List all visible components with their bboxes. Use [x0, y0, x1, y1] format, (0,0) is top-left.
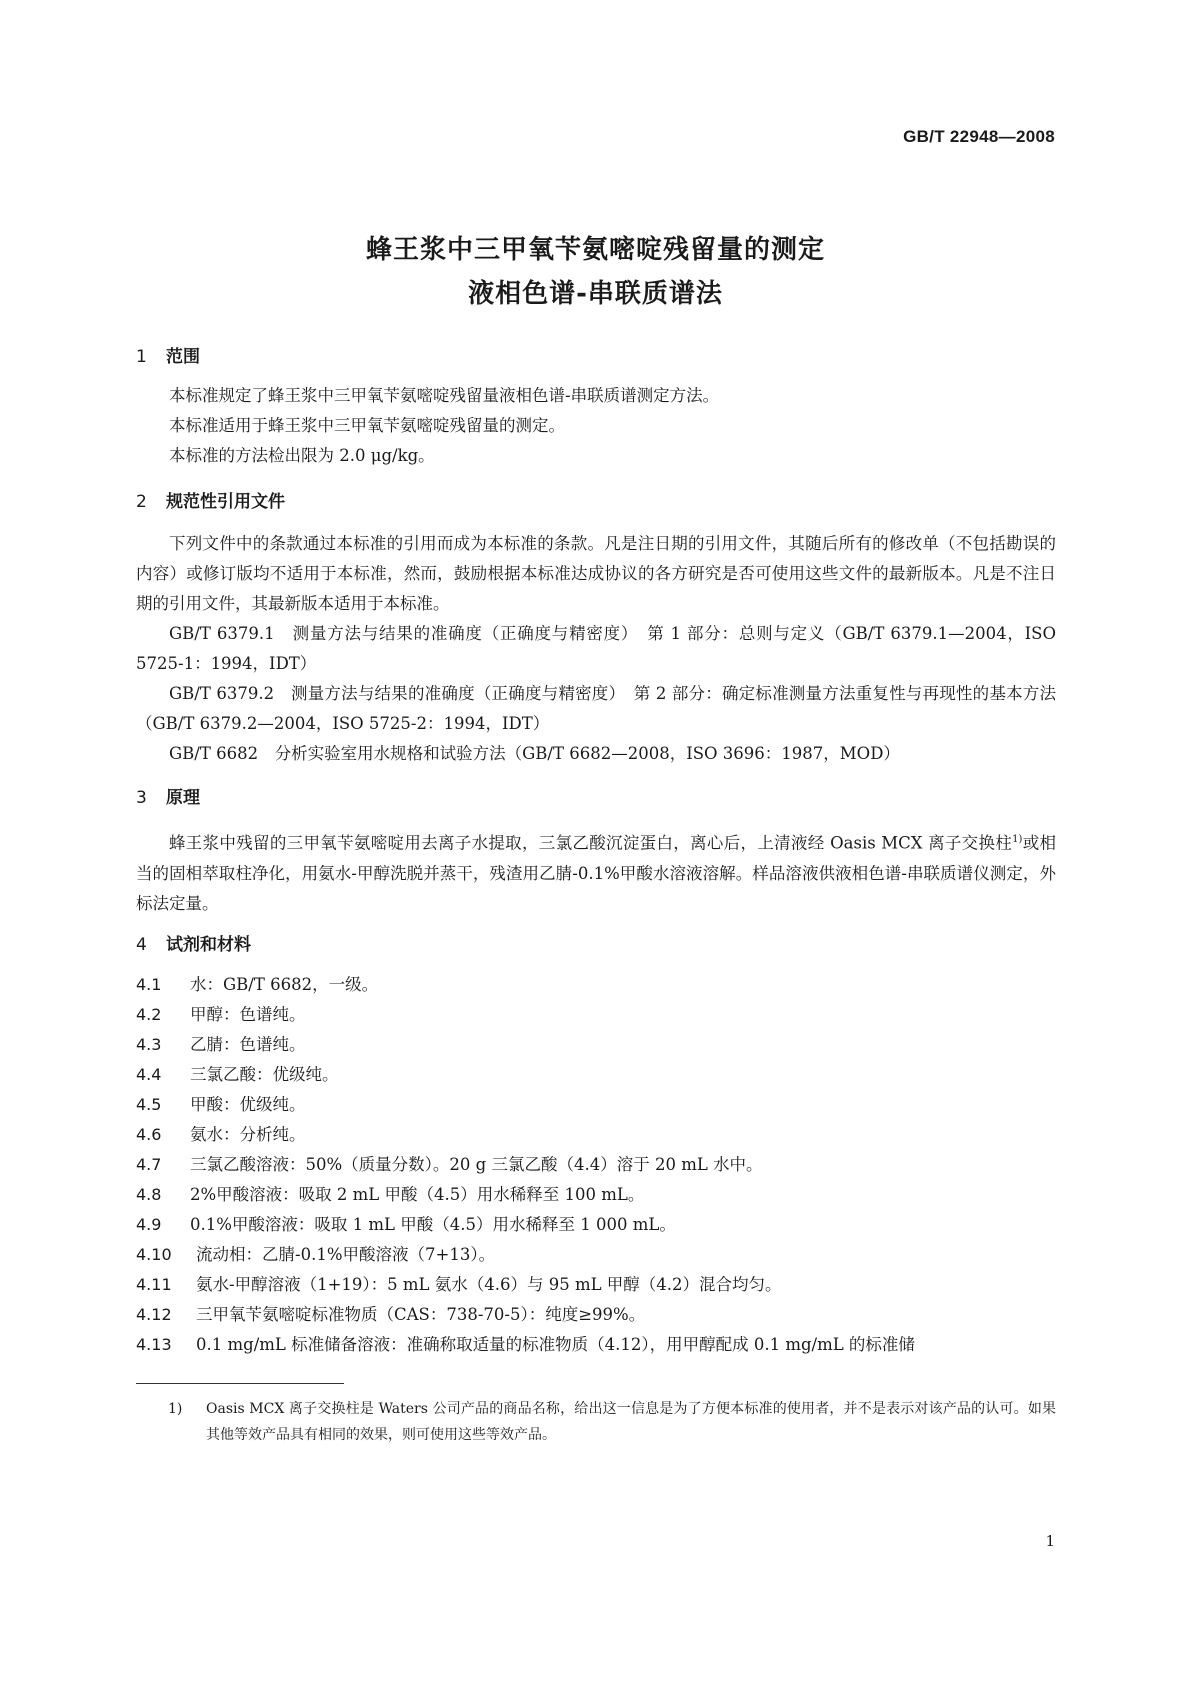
item-text: 三氯乙酸溶液：50%（质量分数）。20 g 三氯乙酸（4.4）溶于 20 mL 水中。 [190, 1155, 763, 1174]
section-number: 4 [136, 935, 147, 955]
section-title: 原理 [166, 788, 200, 808]
footnote-reference-mark: 1) [1012, 834, 1023, 845]
item-text: 氨水-甲醇溶液（1+19）：5 mL 氨水（4.6）与 95 mL 甲醇（4.2）混合均匀。 [196, 1275, 782, 1294]
item-number: 4.7 [136, 1155, 162, 1174]
reagent-item [136, 1180, 1056, 1210]
item-number: 4.3 [136, 1035, 162, 1054]
reagent-item [136, 1000, 1056, 1030]
reagent-item [136, 1120, 1056, 1150]
normative-references-intro: 下列文件中的条款通过本标准的引用而成为本标准的条款。凡是注日期的引用文件，其随后所有的修改单（不包括勘误的内容）或修订版均不适用于本标准，然而，鼓励根据本标准达成协议的各方研究是否可使用这些文件的最新版本。凡是不注日期的引用文件，其最新版本适用于本标准。 [136, 534, 1056, 613]
section-2-heading [136, 487, 285, 512]
item-text: 0.1%甲酸溶液：吸取 1 mL 甲酸（4.5）用水稀释至 1 000 mL。 [190, 1215, 676, 1234]
item-number: 4.13 [136, 1335, 172, 1354]
reagent-item [136, 1210, 1056, 1240]
item-number: 4.12 [136, 1305, 172, 1324]
scope-paragraph-2: 本标准适用于蜂王浆中三甲氧苄氨嘧啶残留量的测定。 [169, 416, 565, 435]
scope-paragraph-1: 本标准规定了蜂王浆中三甲氧苄氨嘧啶残留量液相色谱-串联质谱测定方法。 [169, 386, 720, 405]
section-title: 规范性引用文件 [166, 492, 285, 512]
item-number: 4.9 [136, 1215, 162, 1234]
item-text: 乙腈：色谱纯。 [190, 1035, 306, 1054]
item-number: 4.11 [136, 1275, 172, 1294]
section-3-heading [136, 783, 200, 808]
reagent-item [136, 970, 1056, 1000]
reagent-item [136, 1330, 1056, 1360]
section-number: 1 [136, 347, 147, 367]
reference-gbt-6379-1: GB/T 6379.1 测量方法与结果的准确度（正确度与精密度） 第 1 部分：总则与定义（GB/T 6379.1—2004，ISO 5725-1：1994，IDT） [136, 624, 1056, 673]
reagent-item [136, 1030, 1056, 1060]
reagent-item [136, 1240, 1056, 1270]
item-number: 4.1 [136, 975, 162, 994]
page-number: 1 [1045, 1532, 1055, 1550]
reagent-item [136, 1150, 1056, 1180]
principle-text-part-2: 或相当的固相萃取柱净化，用氨水-甲醇洗脱并蒸干，残渣用乙腈-0.1%甲酸水溶液溶解。样品溶液供液相色谱-串联质谱仪测定，外标法定量。 [136, 833, 1057, 913]
item-text: 三甲氧苄氨嘧啶标准物质（CAS：738-70-5）：纯度≥99%。 [196, 1305, 646, 1324]
item-text: 水：GB/T 6682，一级。 [190, 975, 379, 994]
section-title: 范围 [166, 347, 200, 367]
item-text: 三氯乙酸：优级纯。 [190, 1065, 339, 1084]
scope-paragraph-3: 本标准的方法检出限为 2.0 μg/kg。 [169, 446, 435, 465]
standard-code: GB/T 22948—2008 [903, 127, 1055, 146]
document-title [0, 228, 1191, 316]
footnote-text: Oasis MCX 离子交换柱是 Waters 公司产品的商品名称，给出这一信息是为了方便本标准的使用者，并不是表示对该产品的认可。如果其他等效产品具有相同的效果，则可使用这些等效产品。 [206, 1401, 1056, 1443]
item-text: 甲酸：优级纯。 [190, 1095, 306, 1114]
section-1-heading [136, 342, 200, 367]
reference-gbt-6379-2: GB/T 6379.2 测量方法与结果的准确度（正确度与精密度） 第 2 部分：确定标准测量方法重复性与再现性的基本方法（GB/T 6379.2—2004，ISO 5725-2：1994，IDT） [136, 684, 1056, 733]
item-number: 4.2 [136, 1005, 162, 1024]
footnote-separator [136, 1383, 344, 1384]
principle-text-part-1: 蜂王浆中残留的三甲氧苄氨嘧啶用去离子水提取，三氯乙酸沉淀蛋白，离心后，上清液经 Oasis MCX 离子交换柱 [169, 833, 1013, 853]
item-number: 4.10 [136, 1245, 172, 1264]
footnote [168, 1396, 1056, 1448]
reagent-item [136, 1060, 1056, 1090]
title-line-1: 蜂王浆中三甲氧苄氨嘧啶残留量的测定 [365, 235, 825, 265]
item-text: 流动相：乙腈-0.1%甲酸溶液（7+13）。 [196, 1245, 496, 1264]
item-number: 4.5 [136, 1095, 162, 1114]
section-title: 试剂和材料 [166, 935, 251, 955]
footnote-number: 1) [168, 1401, 183, 1417]
principle-paragraph [136, 825, 1056, 919]
section-4-heading [136, 930, 251, 955]
item-number: 4.8 [136, 1185, 162, 1204]
reagent-item [136, 1090, 1056, 1120]
reagent-item [136, 1300, 1056, 1330]
section-number: 3 [136, 788, 147, 808]
title-line-2: 液相色谱-串联质谱法 [468, 279, 723, 309]
reagent-item [136, 1270, 1056, 1300]
section-number: 2 [136, 492, 147, 512]
item-text: 氨水：分析纯。 [190, 1125, 306, 1144]
item-text: 0.1 mg/mL 标准储备溶液：准确称取适量的标准物质（4.12），用甲醇配成 0.1 mg/mL 的标准储 [196, 1335, 915, 1354]
item-number: 4.6 [136, 1125, 162, 1144]
item-number: 4.4 [136, 1065, 162, 1084]
item-text: 2%甲酸溶液：吸取 2 mL 甲酸（4.5）用水稀释至 100 mL。 [190, 1185, 645, 1204]
item-text: 甲醇：色谱纯。 [190, 1005, 306, 1024]
reference-gbt-6682: GB/T 6682 分析实验室用水规格和试验方法（GB/T 6682—2008，ISO 3696：1987，MOD） [169, 744, 900, 763]
